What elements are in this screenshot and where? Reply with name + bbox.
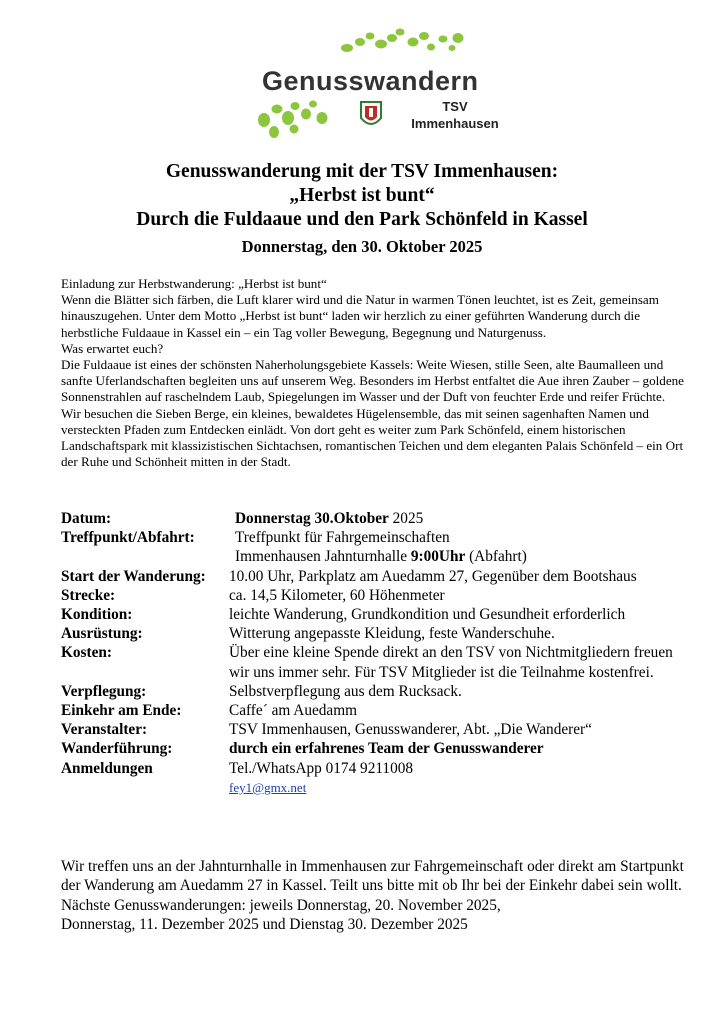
event-details xyxy=(61,509,691,797)
detail-row-strecke: Strecke: ca. 14,5 Kilometer, 60 Höhenmeter xyxy=(61,586,445,604)
detail-row-einkehr: Einkehr am Ende: Caffe´ am Auedamm xyxy=(61,702,357,720)
genusswandern-logo xyxy=(250,22,510,142)
detail-row-veranstalter: Veranstalter: TSV Immenhausen, Genusswanderer, Abt. „Die Wanderer“ xyxy=(61,721,592,739)
intro-text xyxy=(61,276,691,470)
closing-text xyxy=(61,857,701,935)
email-link[interactable]: fey1@gmx.net xyxy=(229,779,307,795)
intro-paragraph: Wenn die Blätter sich färben, die Luft klarer wird und die Natur in warmen Tönen leuchtet, ist es Zeit, gemeinsam hinauszugehen. Unter dem Motto „Herbst ist bunt“ laden wir herzlich zu einer geführten Wanderung durch die herbstliche Fuldaaue in Kassel ein – ein Tag voller Bewegung, Begegnung und Naturgenuss. xyxy=(61,292,659,340)
intro-paragraph: Was erwartet euch? xyxy=(61,340,164,356)
intro-paragraph: Einladung zur Herbstwanderung: „Herbst ist bunt“ xyxy=(61,276,327,291)
intro-paragraph: Wir besuchen die Sieben Berge, ein kleines, bewaldetes Hügelensemble, das mit seinen sagenhaften Namen und versteckten Pfaden zum Entdecken einlädt. Von dort geht es weiter zum Park Schönfeld, einem historischen Landschaftspark mit klassizistischen Sichtachsen, romantischen Teichen und dem eleganten Palais Schönfeld – ein Ort der Ruhe und Schönheit mitten in der Stadt. xyxy=(61,405,684,470)
detail-row-ausruestung: Ausrüstung: Witterung angepasste Kleidung, feste Wanderschuhe. xyxy=(61,625,555,643)
next-dates-line1: Nächste Genusswanderungen: jeweils Donnerstag, 20. November 2025, xyxy=(61,896,501,914)
club-name: TSV Immenhausen xyxy=(411,99,499,131)
detail-row-kosten: Kosten: Über eine kleine Spende direkt an den TSV von Nichtmitgliedern freuen wir uns immer sehr. Für TSV Mitglieder ist die Teilnahme kostenfrei. xyxy=(61,644,673,681)
next-dates-line2: Donnerstag, 11. Dezember 2025 und Dienstag 30. Dezember 2025 xyxy=(61,916,468,934)
logo-title: Genusswandern xyxy=(262,66,479,96)
detail-row-kondition: Kondition: leichte Wanderung, Grundkondition und Gesundheit erforderlich xyxy=(61,606,626,624)
detail-row-datum: Datum: Donnerstag 30.Oktober 2025 xyxy=(61,510,424,527)
detail-row-anmeldungen: Anmeldungen Tel./WhatsApp 0174 9211008 fey1@gmx.net xyxy=(61,759,414,795)
intro-paragraph: Die Fuldaaue ist eines der schönsten Naherholungsgebiete Kassels: Weite Wiesen, stille Seen, alte Baumalleen und sanfte Uferlandschaften begleiten uns auf unserem Weg. Besonders im Herbst entfaltet die Aue ihren Zauber – goldene Sonnenstrahlen auf raschelndem Laub, Spiegelungen im Wasser und der Duft von feuchter Erde und reifer Früchte. xyxy=(61,357,684,405)
detail-row-start: Start der Wanderung: 10.00 Uhr, Parkplatz am Auedamm 27, Gegenüber dem Bootshaus xyxy=(61,567,637,585)
closing-paragraph: Wir treffen uns an der Jahnturnhalle in Immenhausen zur Fahrgemeinschaft oder direkt am Startpunkt der Wanderung am Auedamm 27 in Kassel. Teilt uns bitte mit ob Ihr bei der Einkehr dabei sein wollt. xyxy=(61,858,684,895)
page-title: Genusswanderung mit der TSV Immenhausen: „Herbst ist bunt“ Durch die Fuldaaue und den Park Schönfeld in Kassel xyxy=(136,161,588,230)
detail-row-verpflegung: Verpflegung: Selbstverpflegung aus dem Rucksack. xyxy=(61,682,462,700)
event-date: Donnerstag, den 30. Oktober 2025 xyxy=(241,237,483,256)
tsv-crest-icon xyxy=(361,102,381,124)
detail-row-wanderfuehrung: Wanderführung: durch ein erfahrenes Team der Genusswanderer xyxy=(61,740,544,758)
detail-row-treffpunkt: Treffpunkt/Abfahrt: Treffpunkt für Fahrgemeinschaften Immenhausen Jahnturnhalle 9:00Uhr (Abfahrt) xyxy=(61,529,527,566)
